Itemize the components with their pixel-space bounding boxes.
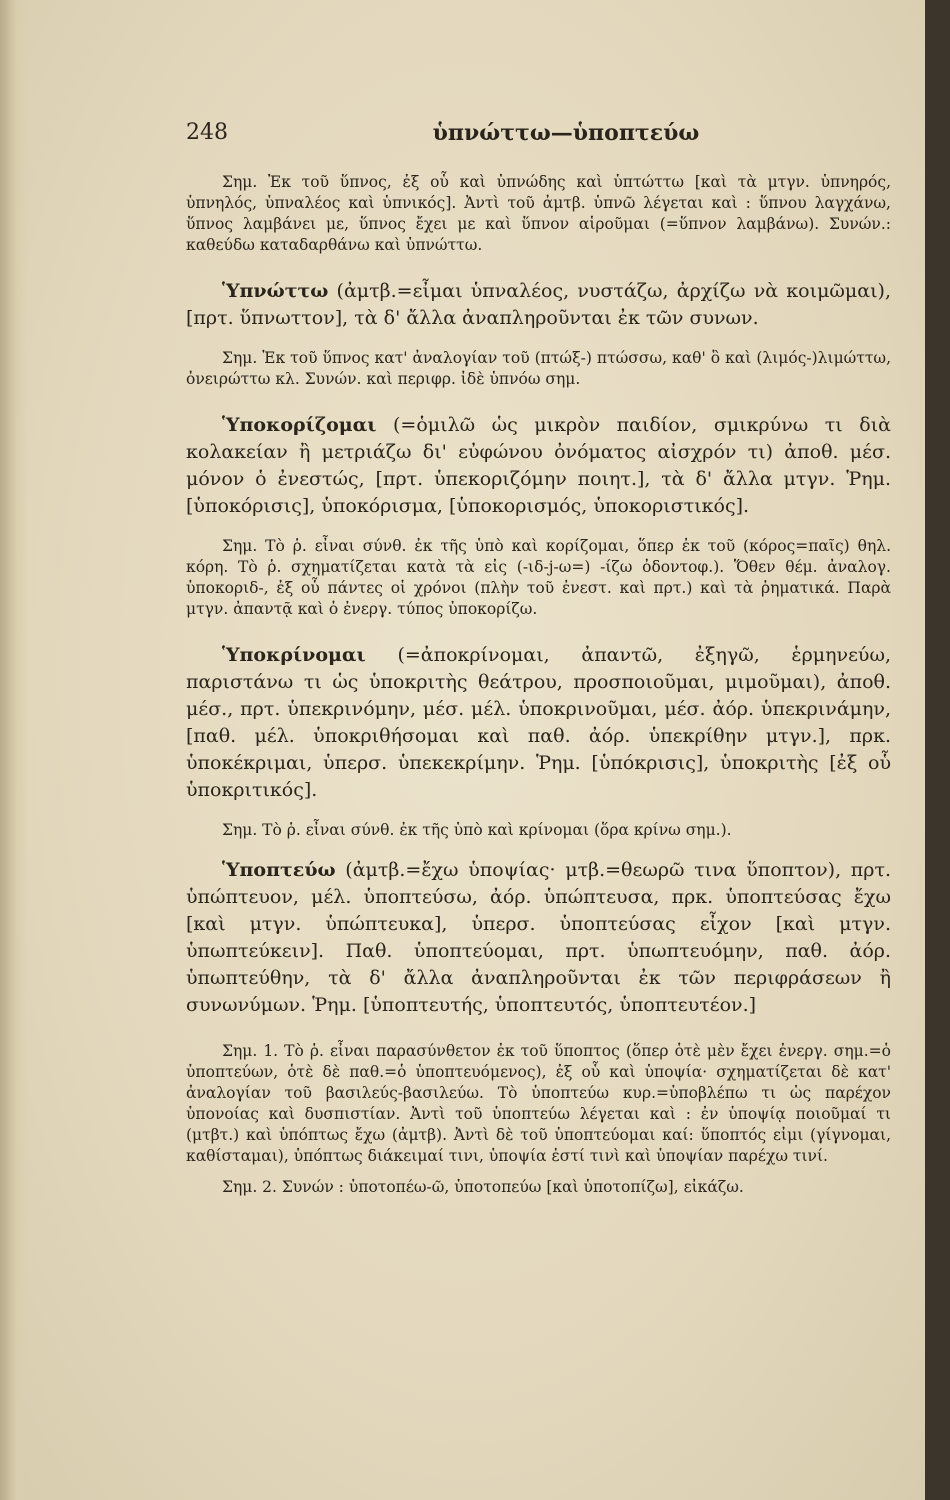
- entry-text: (ἀμτβ.=εἶμαι ὑπναλέος, νυστάζω, ἀρχίζω νὰ κοιμῶμαι), [πρτ. ὕπνωττον], τὰ δ' ἄλλα ἀναπληροῦνται ἐκ τῶν συνων.: [186, 280, 891, 329]
- page-edge-shadow: [925, 0, 950, 1500]
- dictionary-entry: [186, 412, 891, 520]
- dictionary-entry: [186, 642, 891, 804]
- entry-text: (=ἀποκρίνομαι, ἀπαντῶ, ἐξηγῶ, ἑρμηνεύω, παριστάνω τι ὡς ὑποκριτὴς θεάτρου, προσποιοῦμαι, μιμοῦμαι), ἀποθ. μέσ., πρτ. ὑπεκρινόμην, μέσ. μέλ. ὑποκρινοῦμαι, μέσ. ἀόρ. ὑπεκρινάμην, [παθ. μέλ. ὑποκριθήσομαι καὶ παθ. ἀόρ. ὑπεκρίθην μτγν.], πρκ. ὑποκέκριμαι, ὑπερσ. ὑπεκεκρίμην. Ῥημ. [ὑπόκρισις], ὑποκριτὴς [ἐξ οὗ ὑποκριτικός].: [186, 644, 891, 801]
- entry-headword: Ὑποπτεύω: [222, 859, 336, 881]
- entry-headword: Ὑπνώττω: [222, 280, 329, 302]
- note-paragraph: Σημ. 1. Τὸ ῥ. εἶναι παρασύνθετον ἐκ τοῦ ὕποπτος (ὅπερ ὁτὲ μὲν ἔχει ἐνεργ. σημ.=ὁ ὑποπτεύων, ὁτὲ δὲ παθ.=ὁ ὑποπτευόμενος), ἐξ οὗ καὶ ὑποψία· σχηματίζεται δὲ κατ' ἀναλογίαν τοῦ βασιλεύς-βασιλεύω. Τὸ ὑποπτεύω κυρ.=ὑποβλέπω τι ὡς παρέχον ὑπονοίας καὶ δυσπιστίαν. Ἀντὶ τοῦ ὑποπτεύω λέγεται καὶ : ἐν ὑποψίᾳ ποιοῦμαί τι (μτβτ.) καὶ ὑπόπτως ἔχω (ἀμτβ). Ἀντὶ δὲ τοῦ ὑποπτεύομαι καί: ὕποπτός εἰμι (γίγνομαι, καθίσταμαι), ὑπόπτως διάκειμαί τινι, ὑποψία ἐστί τινὶ καὶ ὑποψίαν παρέχω τινί.: [186, 1042, 891, 1165]
- note-paragraph: Σημ. Ἐκ τοῦ ὕπνος, ἐξ οὗ καὶ ὑπνώδης καὶ ὑπτώττω [καὶ τὰ μτγν. ὑπνηρός, ὑπνηλός, ὑπναλέος καὶ ὑπνικός]. Ἀντὶ τοῦ ἀμτβ. ὑπνῶ λέγεται καὶ : ὕπνου λαγχάνω, ὕπνος λαμβάνει με, ὕπνος ἔχει με καὶ ὕπνον αἱροῦμαι (=ὕπνον λαμβάνω). Συνών.: καθεύδω καταδαρθάνω καὶ ὑπνώττω.: [186, 173, 891, 254]
- dictionary-entry: [186, 857, 891, 1019]
- note-paragraph: Σημ. 2. Συνών : ὑποτοπέω-ῶ, ὑποτοπεύω [καὶ ὑποτοπίζω], εἰκάζω.: [222, 1178, 744, 1196]
- page-content: [186, 172, 891, 1198]
- note-paragraph: Σημ. Ἐκ τοῦ ὕπνος κατ' ἀναλογίαν τοῦ (πτώξ-) πτώσσω, καθ' ὃ καὶ (λιμός-)λιμώττω, ὀνειρώττω κλ. Συνών. καὶ περιφρ. ἰδὲ ὑπνόω σημ.: [186, 349, 891, 388]
- note-paragraph: Σημ. Τὸ ῥ. εἶναι σύνθ. ἐκ τῆς ὑπὸ καὶ κορίζομαι, ὅπερ ἐκ τοῦ (κόρος=παῖς) θηλ. κόρη. Τὸ ῥ. σχηματίζεται κατὰ τὰ εἰς (-ιδ-j-ω=) -ίζω ὀδοντοφ.). Ὅθεν θέμ. ἀναλογ. ὑποκοριδ-, ἐξ οὗ πάντες οἱ χρόνοι (πλὴν τοῦ ἐνεστ. καὶ πρτ.) καὶ τὰ ῥηματικά. Παρὰ μτγν. ἀπαντᾷ καὶ ὁ ἐνεργ. τύπος ὑποκορίζω.: [186, 537, 891, 618]
- page-header: [186, 120, 886, 154]
- note-paragraph: Σημ. Τὸ ῥ. εἶναι σύνθ. ἐκ τῆς ὑπὸ καὶ κρίνομαι (ὅρα κρίνω σημ.).: [222, 821, 732, 839]
- running-head: ὑπνώττω—ὑποπτεύω: [432, 120, 700, 146]
- entry-text: (ἀμτβ.=ἔχω ὑποψίας· μτβ.=θεωρῶ τινα ὕποπτον), πρτ. ὑπώπτευον, μέλ. ὑποπτεύσω, ἀόρ. ὑπώπτευσα, πρκ. ὑποπτεύσας ἔχω [καὶ μτγν. ὑπώπτευκα], ὑπερσ. ὑποπτεύσας εἶχον [καὶ μτγν. ὑπωπτεύκειν]. Παθ. ὑποπτεύομαι, πρτ. ὑπωπτευόμην, παθ. ἀόρ. ὑπωπτεύθην, τὰ δ' ἄλλα ἀναπληροῦνται ἐκ τῶν περιφράσεων ἢ συνωνύμων. Ῥημ. [ὑποπτευτής, ὑποπτευτός, ὑποπτευτέον.]: [186, 859, 891, 1016]
- entry-headword: Ὑποκρίνομαι: [222, 644, 366, 666]
- book-spine-shadow: [0, 0, 28, 1500]
- entry-headword: Ὑποκορίζομαι: [222, 414, 377, 436]
- page-number: 248: [186, 120, 228, 145]
- dictionary-entry: [186, 278, 891, 332]
- entry-text: (=ὁμιλῶ ὡς μικρὸν παιδίον, σμικρύνω τι διὰ κολακείαν ἢ μετριάζω δι' εὐφώνου ὀνόματος αἰσχρόν τι) ἀποθ. μέσ. μόνον ὁ ἐνεστώς, [πρτ. ὑπεκοριζόμην ποιητ.], τὰ δ' ἄλλα μτγν. Ῥημ. [ὑποκόρισις], ὑποκόρισμα, [ὑποκορισμός, ὑποκοριστικός].: [186, 414, 891, 517]
